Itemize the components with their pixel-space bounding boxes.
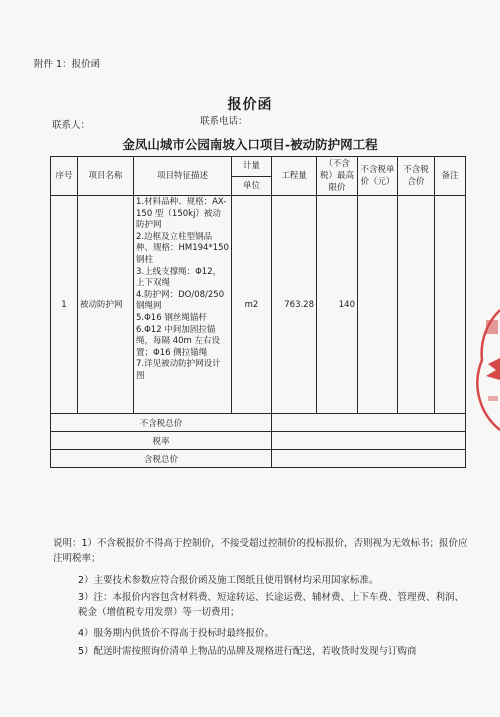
summary-total-value (272, 450, 466, 468)
note-3: 3）注：本报价内容包含材料费、短途转运、长途运费、辅材费、上下车费、管理费、利润、税金（增值税专用发票）等一切费用； (78, 592, 465, 618)
row-unit: m2 (232, 196, 272, 414)
table-row (51, 196, 466, 414)
note-4: 4）服务期内供货价不得高于投标时最终报价。 (78, 628, 275, 639)
header-quantity: 工程量 (272, 157, 317, 196)
header-no: 序号 (51, 157, 78, 196)
header-unit: 单位 (232, 176, 272, 196)
header-total-price: 不含税合价 (398, 157, 435, 196)
summary-tax-rate-label: 税率 (51, 432, 272, 450)
header-measure: 计量 (232, 157, 272, 177)
note-1: 说明：1）不含税报价不得高于控制价，不接受超过控制价的投标报价，否则视为无效标书；报价应注明税率； (53, 538, 468, 564)
row-max-price: 140 (317, 196, 358, 414)
feature-line: 7.详见被动防护网设计图 (136, 359, 221, 381)
red-seal-stamp (474, 300, 500, 440)
feature-line: 3.上线支撑绳：Φ12，上下双绳 (136, 266, 222, 289)
row-total-price (398, 196, 435, 414)
row-no: 1 (51, 196, 78, 414)
feature-line: 4.防护网：DO/08/250 钢绳网 (136, 289, 225, 312)
row-remark (435, 196, 466, 414)
header-max-price: （不含税）最高限价 (317, 157, 358, 196)
header-feature-description: 项目特征描述 (134, 157, 232, 196)
contact-person-label: 联系人： (52, 120, 91, 131)
document-title: 报价函 (227, 97, 273, 113)
summary-subtotal-label: 不含税总价 (51, 414, 272, 432)
quotation-table (50, 156, 466, 468)
summary-total-label: 含税总价 (51, 450, 272, 468)
feature-line: 5.Φ16 钢丝绳锚杆 (136, 312, 207, 323)
note-2: 2）主要技术参数应符合报价函及施工图纸且使用钢材均采用国家标准。 (78, 575, 379, 586)
feature-line: 2.边框及立柱型钢品种、规格：HM194*150 钢柱 (136, 231, 229, 265)
project-title: 金凤山城市公园南坡入口项目-被动防护网工程 (122, 137, 378, 152)
summary-tax-rate-value (272, 432, 466, 450)
row-quantity: 763.28 (272, 196, 317, 414)
summary-subtotal-value (272, 414, 466, 432)
contact-phone-label: 联系电话： (200, 116, 248, 127)
header-remark: 备注 (435, 157, 466, 196)
header-unit-price: 不含税单价（元） (358, 157, 398, 196)
feature-line: 6.Φ12 中间加固拉锚绳，每隔 40m 左右设置；Φ16 侧拉锚绳 (136, 324, 221, 358)
note-5: 5）配送时需按照询价清单上物品的品牌及规格进行配送，若收货时发现与订购商 (78, 646, 417, 657)
attachment-label: 附件 1：报价函 (34, 59, 101, 70)
row-project-name: 被动防护网 (78, 196, 134, 414)
feature-line: 1.材料品种、规格：AX-150 型（150kj）被动防护网 (136, 197, 227, 231)
header-project-name: 项目名称 (78, 157, 134, 196)
row-unit-price (358, 196, 398, 414)
row-feature-description (134, 196, 232, 414)
